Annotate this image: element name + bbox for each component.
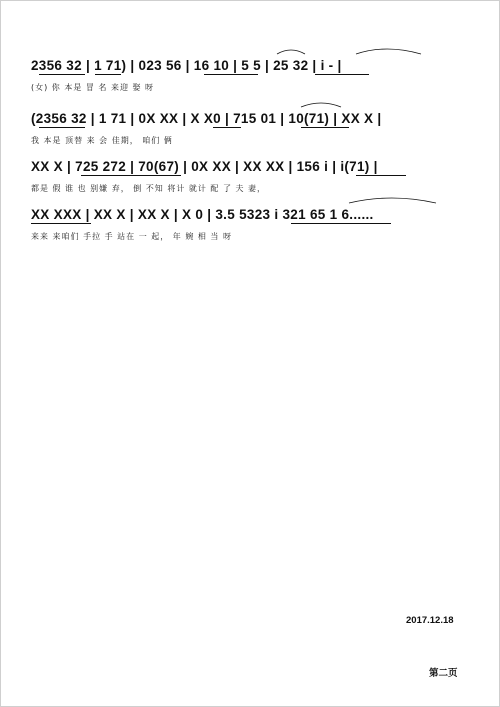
notation-line: XX X | 725 272 | 70(67) | 0X XX | XX XX | 156 i | i(71) | [31, 159, 378, 174]
slur-marks [31, 58, 476, 68]
underline [301, 127, 349, 128]
date-text: 2017.12.18 [406, 615, 454, 626]
lyrics-line: 我 本是 顶替 来 会 佳期， 咱们 俩 [31, 136, 173, 145]
underline [39, 127, 85, 128]
underline [204, 74, 258, 75]
page-number: 第二页 [429, 668, 458, 679]
lyrics-line: (女) 你 本是 冒 名 来迎 娶 呀 [31, 83, 155, 92]
notation-line: XX XXX | XX X | XX X | X 0 | 3.5 5323 i 321 65 1 6...... [31, 207, 374, 222]
underline [31, 223, 91, 224]
underline [95, 74, 121, 75]
lyrics-line: 来来 来咱们 手拉 手 站在 一 起， 年 婉 相 当 呀 [31, 232, 232, 241]
underline [356, 175, 406, 176]
notation-line: (2356 32 | 1 71 | 0X XX | X X0 | 715 01 | 10(71) | XX X | [31, 111, 382, 126]
notation-line: 2356 32 | 1 71) | 023 56 | 16 10 | 5 5 | 25 32 | i - | [31, 58, 342, 73]
lyrics-line: 都是 假 谁 也 别嫌 弃， 倒 不知 将计 就计 配 了 夫 妻， [31, 184, 267, 193]
underline [315, 74, 369, 75]
underline [81, 175, 181, 176]
underline [39, 74, 85, 75]
slur-marks [31, 207, 476, 217]
underline [291, 223, 391, 224]
slur-marks [31, 111, 476, 121]
underline [213, 127, 241, 128]
